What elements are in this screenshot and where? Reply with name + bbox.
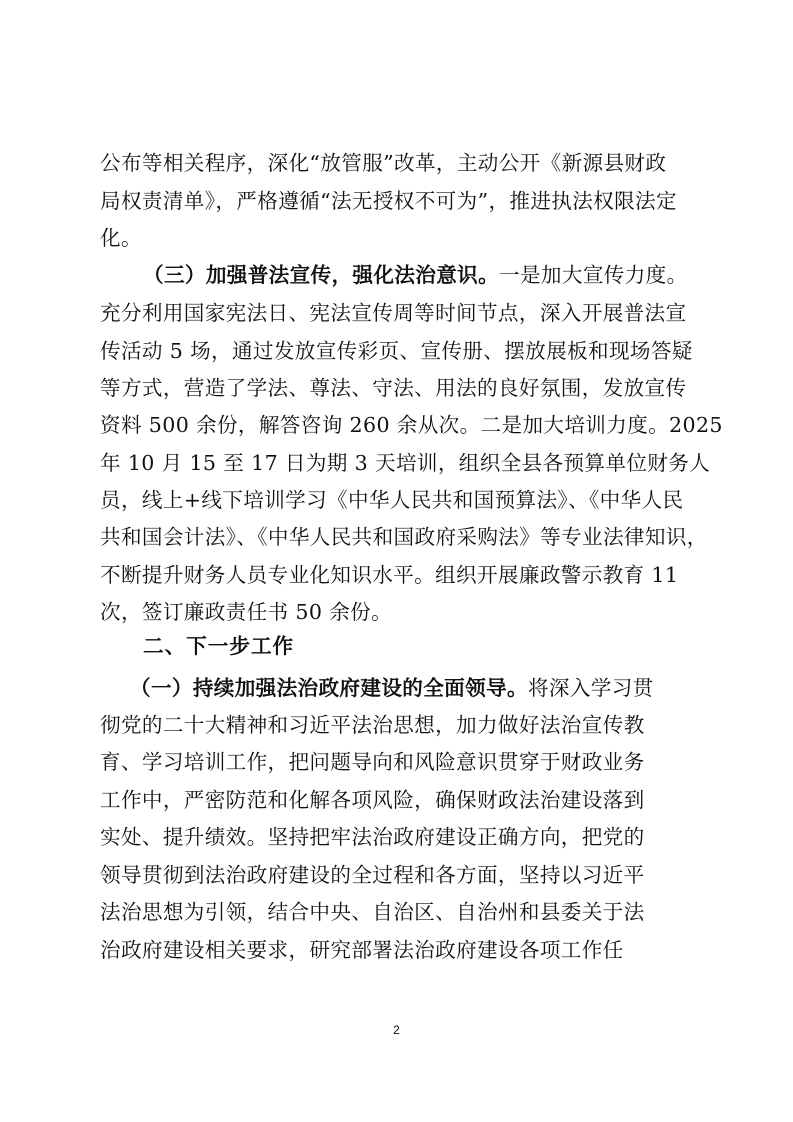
text-line [100, 747, 700, 777]
text-line [100, 710, 700, 740]
text-line [100, 485, 700, 515]
text-run: 传活动 5 场，通过发放宣传彩页、宣传册、摆放展板和现场答疑 [100, 339, 693, 363]
text-line [100, 148, 700, 178]
bold-text-run: （三）加强普法宣传，强化法治意识。 [143, 263, 500, 287]
section-heading: 二、下一步工作 [143, 634, 295, 658]
text-run: 员，线上+线下培训学习《中华人民共和国预算法》、《中华人民 [100, 488, 684, 512]
text-line [130, 673, 730, 703]
text-run: 资料 500 余份，解答咨询 260 余从次。二是加大培训力度。2025 [100, 413, 723, 437]
text-line [100, 897, 700, 927]
text-line [143, 260, 743, 290]
bold-text-run: （一）持续加强法治政府建设的全面领导。 [130, 676, 528, 700]
text-line [100, 822, 700, 852]
page-number: 2 [393, 1023, 400, 1037]
text-run: 化。 [100, 226, 142, 250]
text-line [100, 410, 723, 440]
text-run: 工作中，严密防范和化解各项风险，确保财政法治建设落到 [100, 788, 645, 812]
text-line [100, 785, 700, 815]
text-run: 一是加大宣传力度。 [499, 263, 688, 287]
text-run: 公布等相关程序，深化“放管服”改革，主动公开《新源县财政 [100, 151, 667, 175]
text-run: 彻党的二十大精神和习近平法治思想，加力做好法治宣传教 [100, 713, 645, 737]
text-line [100, 935, 700, 965]
text-run: 不断提升财务人员专业化知识水平。组织开展廉政警示教育 11 [100, 563, 679, 587]
text-run: 领导贯彻到法治政府建设的全过程和各方面，坚持以习近平 [100, 863, 645, 887]
text-line [100, 373, 700, 403]
text-run: 法治思想为引领，结合中央、自治区、自治州和县委关于法 [100, 900, 645, 924]
text-run: 年 10 月 15 至 17 日为期 3 天培训，组织全县各预算单位财务人 [100, 451, 711, 475]
text-line [100, 597, 700, 627]
text-run: 共和国会计法》、《中华人民共和国政府采购法》等专业法律知识， [100, 525, 708, 549]
text-line [100, 336, 700, 366]
text-run: 将深入学习贯 [527, 676, 654, 700]
text-run: 治政府建设相关要求，研究部署法治政府建设各项工作任 [100, 938, 624, 962]
text-line [100, 186, 700, 216]
text-line [100, 298, 700, 328]
text-run: 充分利用国家宪法日、宪法宣传周等时间节点，深入开展普法宣 [100, 301, 687, 325]
text-line [100, 223, 700, 253]
text-line [100, 860, 700, 890]
text-line [100, 560, 700, 590]
text-line [100, 448, 711, 478]
text-run: 实处、提升绩效。坚持把牢法治政府建设正确方向，把党的 [100, 825, 645, 849]
text-line [100, 522, 708, 552]
text-run: 局权责清单》，严格遵循“法无授权不可为”，推进执法权限法定 [100, 189, 677, 213]
text-run: 育、学习培训工作，把问题导向和风险意识贯穿于财政业务 [100, 750, 645, 774]
text-run: 等方式，营造了学法、尊法、守法、用法的良好氛围，发放宣传 [100, 376, 687, 400]
text-run: 次，签订廉政责任书 50 余份。 [100, 600, 393, 624]
